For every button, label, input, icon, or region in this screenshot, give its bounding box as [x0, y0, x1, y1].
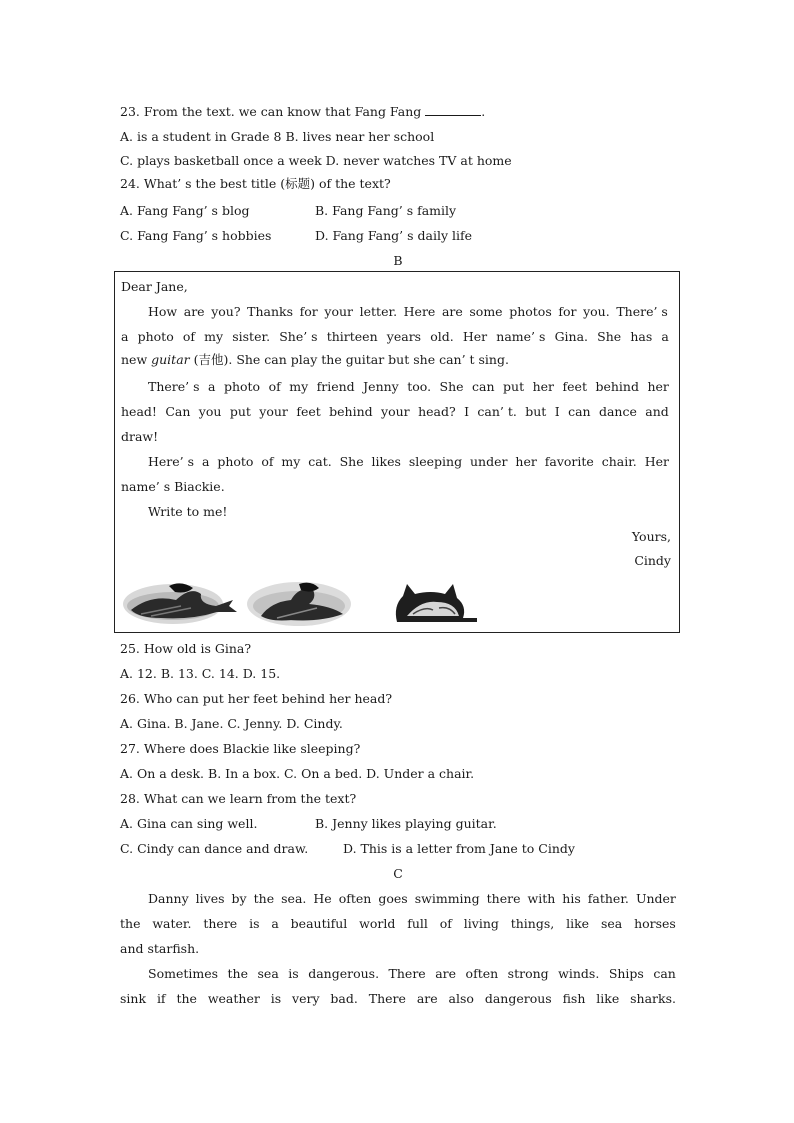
word: sister. [232, 329, 271, 344]
word: I [554, 404, 560, 419]
word: I [464, 404, 470, 419]
word: Danny [148, 891, 189, 906]
letter-p2-line2 [121, 404, 669, 420]
word: are [183, 304, 205, 319]
word: strong [507, 966, 549, 981]
word: likes [371, 454, 401, 469]
word: weather [207, 991, 260, 1006]
word: Here’ s [148, 454, 195, 469]
question-23-period: . [481, 104, 486, 119]
option-c: C. Cindy can dance and draw. [120, 841, 309, 856]
letter-p3-line1 [148, 454, 669, 470]
justified-line [148, 304, 668, 320]
word: dangerous. [308, 966, 380, 981]
word: for [558, 304, 577, 319]
word: father. [587, 891, 629, 906]
question-23 [120, 104, 485, 120]
word: my [204, 329, 224, 344]
word: behind [595, 379, 639, 394]
word: a [208, 379, 216, 394]
word: favorite [544, 454, 594, 469]
word: there [486, 891, 521, 906]
word: is [249, 916, 260, 931]
word: horses [634, 916, 676, 931]
word: you [198, 404, 222, 419]
letter-greeting: Dear Jane, [121, 279, 188, 294]
word: of [439, 916, 452, 931]
word: there [203, 916, 238, 931]
word: Here [403, 304, 436, 319]
letter-box [114, 271, 680, 633]
word: feet [562, 379, 587, 394]
word: if [156, 991, 166, 1006]
word: goes [378, 891, 408, 906]
word: head? [418, 404, 456, 419]
option-d: D. This is a letter from Jane to Cindy [343, 841, 575, 856]
word: Her [644, 454, 669, 469]
word: are [441, 304, 463, 319]
word: has [630, 329, 653, 344]
word: sea. [281, 891, 307, 906]
word: her [532, 379, 555, 394]
question-25-stem: 25. How old is Gina? [120, 641, 252, 656]
word: some [469, 304, 503, 319]
text: (吉他). She can play the guitar but she can’ t sing. [189, 352, 509, 367]
letter-p1-line1 [148, 304, 668, 320]
word: photo [137, 329, 174, 344]
word: his [562, 891, 581, 906]
question-27-stem: 27. Where does Blackie like sleeping? [120, 741, 361, 756]
word: old. [430, 329, 454, 344]
option-a: A. Fang Fang’ s blog [120, 203, 250, 218]
word: friend [316, 379, 355, 394]
justified-line [121, 404, 669, 420]
section-b-heading: B [393, 253, 403, 268]
word: put [503, 379, 525, 394]
option-a: A. Gina can sing well. [120, 816, 258, 831]
justified-line [148, 891, 676, 907]
letter-photos [121, 576, 501, 631]
word: world [359, 916, 396, 931]
word: sink [120, 991, 147, 1006]
word: a [201, 454, 210, 469]
guitar-italic: guitar [151, 352, 190, 367]
word: Jenny [363, 379, 399, 394]
question-28-options-ab [120, 816, 497, 832]
word: behind [329, 404, 373, 419]
question-24-options-ab [120, 203, 457, 219]
letter-p2-line1 [148, 379, 669, 395]
justified-line [148, 454, 669, 470]
word: your [381, 404, 410, 419]
word: your [259, 404, 288, 419]
option-c: C. Fang Fang’ s hobbies [120, 228, 272, 243]
word: can [568, 404, 591, 419]
word: you. [583, 304, 610, 319]
word: There’ s [616, 304, 668, 319]
justified-line [120, 916, 676, 932]
word: living [463, 916, 499, 931]
word: often [338, 891, 372, 906]
answer-blank [425, 104, 481, 116]
word: can [472, 379, 495, 394]
word: but [525, 404, 547, 419]
word: my [289, 379, 309, 394]
question-24-stem: 24. What’ s the best title (标题) of the text? [120, 176, 391, 191]
question-26-options: A. Gina. B. Jane. C. Jenny. D. Cindy. [120, 716, 343, 731]
question-23-options-cd: C. plays basketball once a week D. never watches TV at home [120, 153, 512, 168]
word: photo [223, 379, 261, 394]
word: There’ s [148, 379, 200, 394]
word: her [647, 379, 669, 394]
word: years [386, 329, 422, 344]
word: a [121, 329, 129, 344]
word: Her [462, 329, 488, 344]
word: can [653, 966, 676, 981]
word: too. [407, 379, 432, 394]
justified-line [120, 991, 676, 1007]
word: sharks. [630, 991, 676, 1006]
option-d: D. Fang Fang’ s daily life [315, 228, 472, 243]
word: your [324, 304, 354, 319]
word: How [148, 304, 178, 319]
justified-line [121, 329, 669, 345]
word: fish [562, 991, 586, 1006]
word: also [448, 991, 474, 1006]
photo-sister-guitar-icon [123, 583, 237, 624]
section-c-heading: C [393, 866, 403, 881]
question-23-stem: 23. From the text. we can know that Fang Fang [120, 104, 422, 119]
word: Thanks [247, 304, 294, 319]
word: cat. [308, 454, 332, 469]
justified-line [148, 379, 669, 395]
word: sea [600, 916, 623, 931]
word: water. [152, 916, 192, 931]
letter-p1-line3 [121, 352, 509, 368]
word: beautiful [290, 916, 348, 931]
word: a [271, 916, 279, 931]
word: Under [635, 891, 676, 906]
word: the [120, 916, 141, 931]
photo-friend-jenny-icon [247, 582, 351, 626]
word: dance [598, 404, 637, 419]
word: There [368, 991, 406, 1006]
word: bad. [330, 991, 358, 1006]
letter-signature: Cindy [634, 553, 671, 568]
justified-line [148, 966, 676, 982]
option-b: B. Jenny likes playing guitar. [315, 816, 497, 831]
word: and [645, 404, 669, 419]
question-24-options-cd [120, 228, 472, 244]
text: new [121, 352, 152, 367]
word: you? [211, 304, 241, 319]
passage-c-p1-line3: and starfish. [120, 941, 200, 956]
word: sea [257, 966, 279, 981]
photo-cat-icon [396, 584, 477, 622]
question-27-options: A. On a desk. B. In a box. C. On a bed. D. Under a chair. [120, 766, 475, 781]
word: of [261, 454, 274, 469]
word: is [270, 991, 282, 1006]
word: full [407, 916, 428, 931]
word: She [339, 454, 364, 469]
letter-p3-line2: name’ s Biackie. [121, 479, 225, 494]
word: like [596, 991, 620, 1006]
word: are [435, 966, 457, 981]
word: photo [217, 454, 254, 469]
passage-c-p2-line2 [120, 991, 676, 1007]
word: thirteen [326, 329, 378, 344]
word: put [229, 404, 251, 419]
word: Gina. [554, 329, 589, 344]
word: of [182, 329, 196, 344]
passage-c-p1-line2 [120, 916, 676, 932]
word: There [388, 966, 426, 981]
word: Ships [608, 966, 644, 981]
question-26-stem: 26. Who can put her feet behind her head? [120, 691, 393, 706]
word: name’ s [496, 329, 546, 344]
word: lives [195, 891, 225, 906]
word: her [515, 454, 537, 469]
word: very [292, 991, 320, 1006]
word: under [470, 454, 508, 469]
word: by [231, 891, 247, 906]
word: winds. [558, 966, 600, 981]
letter-p4: Write to me! [148, 504, 228, 519]
question-25-options: A. 12. B. 13. C. 14. D. 15. [120, 666, 281, 681]
letter-p1-line2 [121, 329, 669, 345]
letter-p2-line3: draw! [121, 429, 159, 444]
word: She [439, 379, 464, 394]
word: things, [510, 916, 555, 931]
word: a [661, 329, 669, 344]
word: She [597, 329, 622, 344]
word: photos [509, 304, 552, 319]
passage-c-p1-line1 [148, 891, 676, 907]
word: often [465, 966, 499, 981]
word: the [253, 891, 275, 906]
passage-c-p2-line1 [148, 966, 676, 982]
word: sleeping [408, 454, 463, 469]
word: He [313, 891, 332, 906]
word: can’ t. [477, 404, 517, 419]
word: are [416, 991, 438, 1006]
option-b: B. Fang Fang’ s family [315, 203, 457, 218]
word: feet [296, 404, 321, 419]
word: my [281, 454, 301, 469]
word: for [299, 304, 318, 319]
word: the [176, 991, 197, 1006]
word: Sometimes [148, 966, 219, 981]
word: Can [165, 404, 191, 419]
word: chair. [601, 454, 637, 469]
word: letter. [359, 304, 398, 319]
question-28-options-cd [120, 841, 575, 857]
question-23-options-ab: A. is a student in Grade 8 B. lives near her school [120, 129, 435, 144]
word: like [566, 916, 590, 931]
word: She’ s [279, 329, 318, 344]
word: with [527, 891, 556, 906]
word: dangerous [484, 991, 552, 1006]
word: the [227, 966, 249, 981]
word: head! [121, 404, 157, 419]
word: swimming [414, 891, 480, 906]
letter-closing: Yours, [631, 529, 671, 544]
word: is [288, 966, 299, 981]
question-28-stem: 28. What can we learn from the text? [120, 791, 357, 806]
word: of [268, 379, 281, 394]
